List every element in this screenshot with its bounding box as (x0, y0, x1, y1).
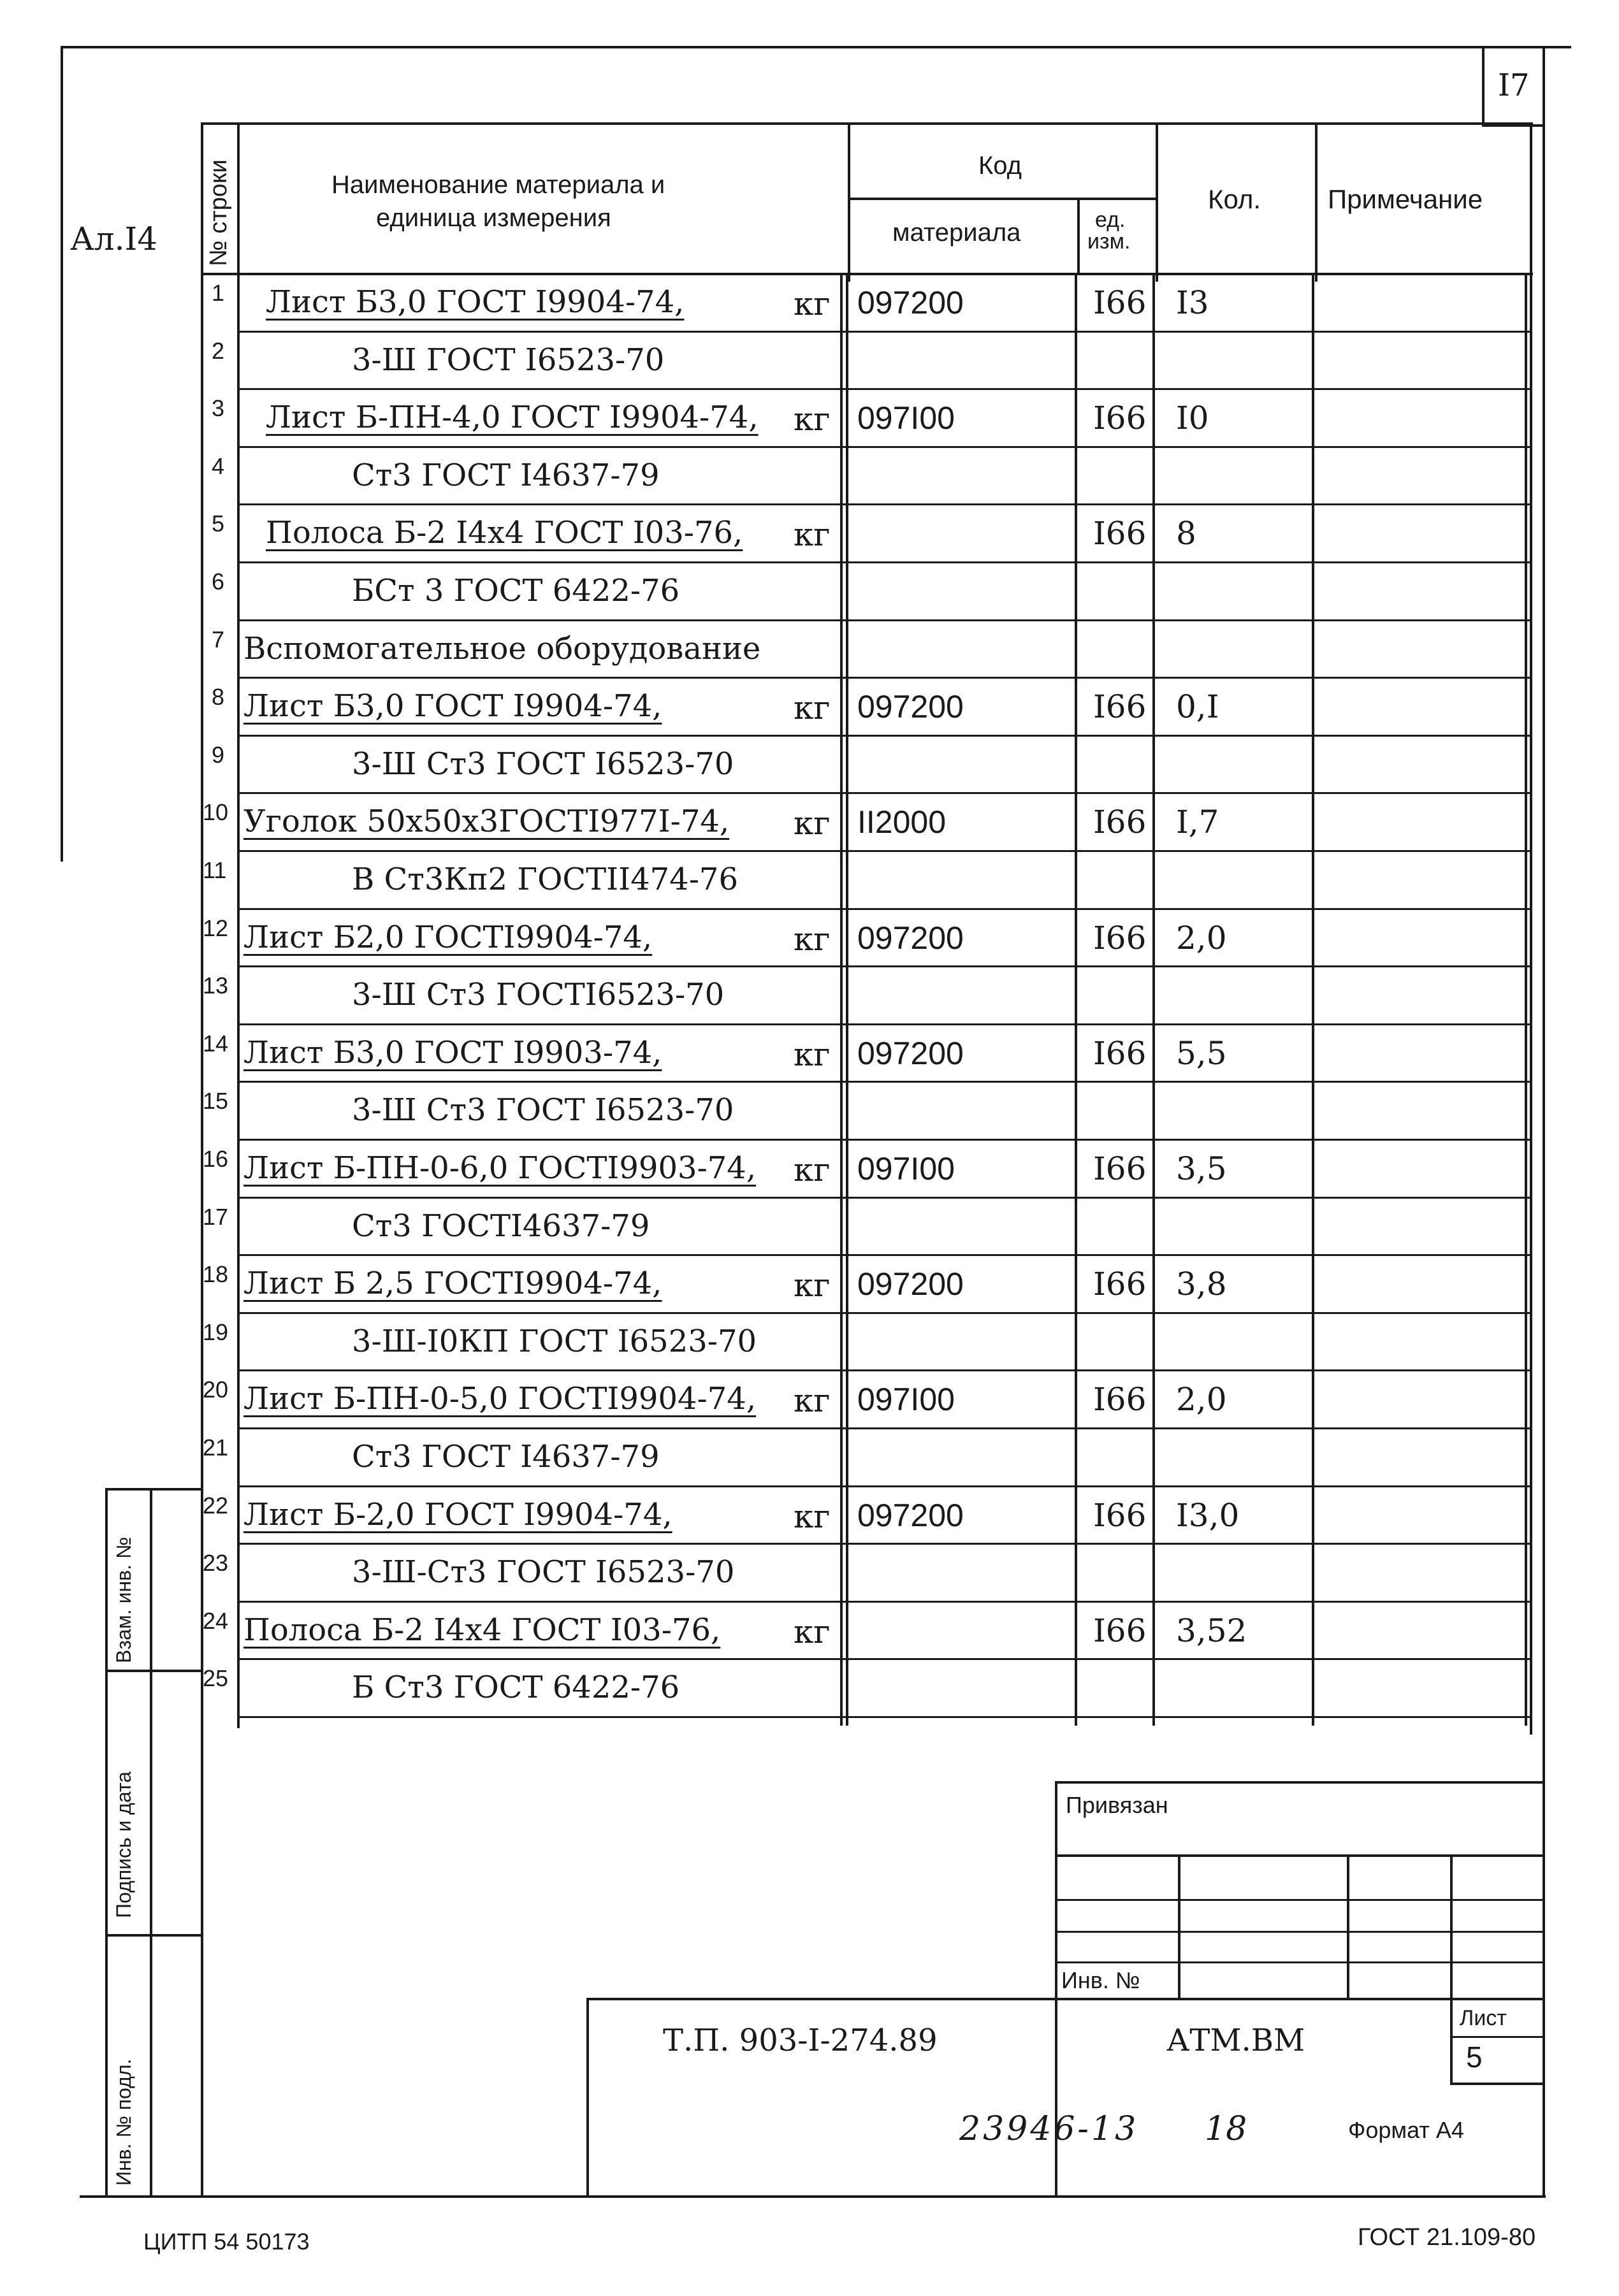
row-number-header: № строки (205, 159, 232, 266)
side-label-vzam: Взам. инв. № (112, 1536, 135, 1663)
header-qty-divider (1315, 122, 1318, 282)
row-number: 1 (212, 280, 225, 306)
material-name: Лист Б-ПН-0-5,0 ГОСТI9904-74, (243, 1381, 757, 1417)
frame-top (61, 46, 1571, 48)
row-number: 17 (203, 1203, 229, 1230)
material-name: Лист Б2,0 ГОСТI9904-74, (243, 919, 653, 955)
row-number: 2 (212, 337, 225, 364)
row-number: 25 (203, 1665, 229, 1692)
row-number: 20 (203, 1376, 229, 1403)
stamp-vline-1 (1178, 1854, 1180, 1998)
row-number: 24 (203, 1607, 229, 1634)
material-name: 3-Ш-Ст3 ГОСТ I6523-70 (352, 1554, 735, 1591)
header-code-split (848, 198, 1156, 200)
inv-no-label: Инв. № (1061, 1967, 1140, 1993)
unit-code: I66 (1093, 804, 1147, 841)
row-number: 4 (212, 452, 225, 479)
stamp-vline-2 (1347, 1854, 1349, 1998)
unit-label: кг (794, 516, 831, 554)
material-name: Ст3 ГОСТ I4637-79 (352, 1439, 660, 1475)
material-name: Лист Б-2,0 ГОСТ I9904-74, (243, 1496, 672, 1533)
document-code: Т.П. 903-I-274.89 (663, 2023, 938, 2058)
row-number: 7 (212, 626, 225, 653)
row-separator (237, 561, 1530, 563)
body-unit-divider (1075, 273, 1077, 1726)
header-bottom (201, 273, 1533, 275)
frame-right (1543, 46, 1545, 2197)
row-separator (237, 388, 1530, 390)
row-separator (237, 503, 1530, 505)
unit-label: кг (794, 1498, 831, 1535)
row-separator (237, 446, 1530, 448)
table-right (1530, 122, 1532, 1735)
row-separator (237, 1369, 1530, 1371)
row-number: 16 (203, 1146, 229, 1172)
stamp-line-2 (1055, 1899, 1543, 1901)
side-stamp-sep2 (105, 1934, 201, 1937)
material-code: 097200 (857, 920, 964, 956)
side-label-podpis: Подпись и дата (112, 1771, 135, 1918)
tied-label: Привязан (1066, 1792, 1168, 1818)
row-separator (237, 1485, 1530, 1487)
sheet-box-sep (1450, 2036, 1543, 2038)
material-name: В Ст3Кп2 ГОСТII474-76 (352, 862, 738, 897)
code-unit-header-l2: изм. (1087, 229, 1131, 254)
unit-code: I66 (1093, 400, 1147, 437)
row-number: 13 (203, 972, 229, 999)
table-top (201, 122, 1533, 125)
note-header: Примечание (1328, 184, 1483, 214)
material-code: 097200 (857, 689, 964, 725)
material-name: 3-Ш-I0КП ГОСТ I6523-70 (352, 1323, 757, 1359)
body-qty-divider (1152, 273, 1155, 1726)
row-number: 21 (203, 1434, 229, 1461)
material-name: Ст3 ГОСТI4637-79 (352, 1208, 650, 1244)
material-name: Б Ст3 ГОСТ 6422-76 (352, 1670, 680, 1706)
material-name: Лист Б3,0 ГОСТ I9904-74, (243, 688, 662, 725)
sheet-label: Лист (1460, 2006, 1507, 2030)
row-separator (237, 1543, 1530, 1545)
quantity: I3,0 (1176, 1496, 1240, 1534)
frame-left (61, 46, 63, 862)
unit-code: I66 (1093, 1150, 1147, 1187)
name-header-line2: единица измерения (376, 204, 611, 232)
material-name: 3-Ш Ст3 ГОСТI6523-70 (352, 977, 725, 1013)
unit-label: кг (794, 1382, 831, 1420)
body-note-divider (1312, 273, 1314, 1726)
row-separator (237, 619, 1530, 621)
quantity: 2,0 (1176, 919, 1227, 957)
format-label: Формат А4 (1348, 2117, 1464, 2143)
quantity: I,7 (1176, 804, 1219, 841)
name-header-line1: Наименование материала и (331, 171, 665, 199)
footer-standard: ГОСТ 21.109-80 (1358, 2224, 1536, 2251)
unit-label: кг (794, 1036, 831, 1073)
material-name: Лист Б 2,5 ГОСТI9904-74, (243, 1266, 662, 1302)
stamp-line-4 (1055, 1961, 1543, 1963)
document-mark: АТМ.ВМ (1166, 2023, 1305, 2058)
rowno-divider (237, 122, 240, 1728)
unit-label: кг (794, 1613, 831, 1650)
row-number: 11 (203, 857, 227, 883)
code-header: Код (978, 152, 1022, 180)
quantity: 2,0 (1176, 1381, 1227, 1419)
row-number: 8 (212, 684, 225, 711)
side-label-inv-podl: Инв. № подл. (112, 2058, 135, 2186)
row-separator (237, 1427, 1530, 1429)
material-name: Вспомогательное оборудование (243, 630, 761, 667)
row-separator (237, 1081, 1530, 1083)
material-code: 097200 (857, 1035, 964, 1071)
title-block-top (586, 1998, 1543, 2000)
unit-code: I66 (1093, 1034, 1147, 1072)
code-unit-header-l1: ед. (1095, 208, 1126, 232)
left-sheet-label: Ал.I4 (70, 220, 158, 257)
stamp-vline-3 (1450, 1854, 1453, 1998)
material-name: Полоса Б-2 I4х4 ГОСТ I03-76, (243, 1612, 721, 1648)
row-number: 12 (203, 914, 229, 941)
header-name-divider (848, 122, 850, 282)
row-number: 15 (203, 1088, 229, 1115)
material-name: Полоса Б-2 I4х4 ГОСТ I03-76, (266, 515, 743, 551)
body-name-divider (840, 273, 843, 1726)
material-code: 097I00 (857, 1151, 955, 1187)
material-name: Лист Б3,0 ГОСТ I9904-74, (266, 284, 685, 320)
sheet-box-left (1450, 1998, 1453, 2084)
material-name: БСт 3 ГОСТ 6422-76 (352, 573, 680, 609)
side-stamp-top (105, 1488, 201, 1491)
unit-label: кг (794, 401, 831, 438)
row-number: 9 (212, 741, 225, 768)
material-name: Лист Б-ПН-4,0 ГОСТ I9904-74, (266, 400, 759, 436)
row-separator (237, 1658, 1530, 1660)
stamp-line-1 (1055, 1854, 1543, 1857)
sheet-box-bottom (1450, 2083, 1543, 2085)
unit-code: I66 (1093, 1266, 1147, 1303)
sheet-number: 5 (1466, 2040, 1483, 2074)
body-right-inner (1525, 273, 1527, 1726)
row-separator (237, 1139, 1530, 1141)
row-separator (237, 1023, 1530, 1025)
stamp-top (1055, 1781, 1543, 1784)
handwritten-page: 18 (1205, 2110, 1247, 2148)
row-separator (237, 908, 1530, 910)
material-code: 097I00 (857, 1382, 955, 1418)
quantity: 3,8 (1176, 1266, 1227, 1303)
quantity: I3 (1176, 284, 1209, 321)
material-code: 097I00 (857, 400, 955, 437)
side-stamp-left (105, 1488, 108, 2195)
qty-header: Кол. (1208, 184, 1261, 214)
row-separator (237, 1197, 1530, 1199)
material-code: 097200 (857, 1497, 964, 1533)
row-number: 19 (203, 1318, 229, 1345)
row-number: 23 (203, 1550, 229, 1577)
row-number: 14 (203, 1030, 229, 1057)
unit-label: кг (794, 805, 831, 842)
unit-code: I66 (1093, 919, 1147, 957)
material-code: 097200 (857, 285, 964, 321)
row-number: 5 (212, 510, 225, 537)
row-separator (237, 331, 1530, 333)
row-separator (237, 1254, 1530, 1256)
unit-code: I66 (1093, 515, 1147, 552)
unit-code: I66 (1093, 284, 1147, 321)
unit-code: I66 (1093, 1612, 1147, 1649)
unit-code: I66 (1093, 1381, 1147, 1419)
title-block-left (586, 1998, 589, 2195)
sheet-corner-number: I7 (1498, 68, 1530, 103)
quantity: 3,52 (1176, 1612, 1247, 1649)
code-material-header: материала (892, 219, 1021, 247)
row-separator (237, 1601, 1530, 1603)
quantity: 5,5 (1176, 1034, 1227, 1072)
material-name: Уголок 50х50х3ГОСТI977I-74, (243, 804, 730, 840)
row-number: 18 (203, 1261, 229, 1288)
row-separator (237, 1716, 1530, 1718)
row-separator (237, 735, 1530, 737)
material-name: 3-Ш ГОСТ I6523-70 (352, 342, 665, 378)
stamp-line-3 (1055, 1931, 1543, 1933)
corner-divider (1482, 46, 1485, 126)
unit-label: кг (794, 690, 831, 727)
footer-left-code: ЦИТП 54 50173 (143, 2228, 310, 2255)
row-separator (237, 1312, 1530, 1314)
unit-label: кг (794, 285, 831, 322)
material-name: 3-Ш Ст3 ГОСТ I6523-70 (352, 746, 734, 782)
row-number: 6 (212, 568, 225, 595)
row-separator (237, 850, 1530, 852)
handwritten-number: 23946-13 (959, 2110, 1139, 2148)
side-stamp-sep1 (105, 1670, 201, 1672)
quantity: 8 (1176, 515, 1196, 552)
header-code-divider (1156, 122, 1158, 282)
row-number: 3 (212, 395, 225, 422)
material-name: 3-Ш Ст3 ГОСТ I6523-70 (352, 1092, 734, 1129)
unit-label: кг (794, 1267, 831, 1304)
frame-bottom (80, 2195, 1546, 2198)
row-separator (237, 792, 1530, 794)
row-number: 22 (203, 1492, 229, 1519)
quantity: 3,5 (1176, 1150, 1227, 1187)
row-separator (237, 677, 1530, 679)
quantity: I0 (1176, 400, 1209, 437)
material-name: Лист Б-ПН-0-6,0 ГОСТI9903-74, (243, 1150, 757, 1186)
material-name: Ст3 ГОСТ I4637-79 (352, 457, 660, 493)
unit-label: кг (794, 1152, 831, 1188)
unit-label: кг (794, 920, 831, 958)
material-code: 097200 (857, 1266, 964, 1303)
unit-code: I66 (1093, 688, 1147, 726)
row-separator (237, 965, 1530, 967)
side-stamp-right (150, 1488, 152, 2195)
material-code: II2000 (857, 804, 947, 841)
material-name: Лист Б3,0 ГОСТ I9903-74, (243, 1034, 662, 1071)
unit-code: I66 (1093, 1496, 1147, 1534)
quantity: 0,I (1176, 688, 1219, 726)
body-name-divider-2 (846, 273, 848, 1726)
row-number: 10 (203, 799, 229, 826)
header-unit-divider (1077, 198, 1080, 274)
